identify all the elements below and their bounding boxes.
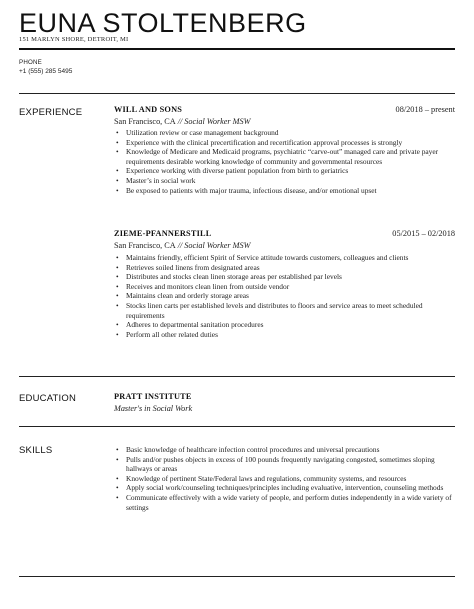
job-role: Social Worker MSW <box>184 241 251 250</box>
list-item: • Basic knowledge of healthcare infection control procedures and universal precautions <box>114 445 455 455</box>
job-location-role <box>114 117 250 126</box>
list-item: • Knowledge of pertinent State/Federal laws and regulations, community systems, and resources <box>114 474 455 484</box>
job-bullet-list <box>114 253 455 339</box>
section-divider <box>19 426 455 427</box>
job-separator: // <box>175 117 185 126</box>
section-divider <box>19 576 455 577</box>
job-dates: 05/2015 – 02/2018 <box>392 229 455 238</box>
phone-value: +1 (555) 285 5495 <box>19 68 73 75</box>
list-item: • Receives and monitors clean linen from outside vendor <box>114 282 455 292</box>
list-item: • Pulls and/or pushes objects in excess of 100 pounds frequently navigating congested, sometimes sloping hallways or areas <box>114 455 455 474</box>
list-item: • Perform all other related duties <box>114 330 455 340</box>
candidate-address: 151 MARLYN SHORE, DETROIT, MI <box>19 36 129 43</box>
job-employer: WILL AND SONS <box>114 105 183 114</box>
skills-bullet-list <box>114 445 455 512</box>
list-item: • Distributes and stocks clean linen storage areas per established par levels <box>114 272 455 282</box>
job-location: San Francisco, CA <box>114 241 176 250</box>
job-role: Social Worker MSW <box>184 117 251 126</box>
job-employer: ZIEME-PFANNERSTILL <box>114 229 212 238</box>
header-divider <box>19 48 455 50</box>
education-section-title: EDUCATION <box>19 393 77 404</box>
list-item: • Adheres to departmental sanitation procedures <box>114 320 455 330</box>
list-item: • Master’s in social work <box>114 176 455 186</box>
job-separator: // <box>175 241 185 250</box>
list-item: • Maintains clean and orderly storage areas <box>114 291 455 301</box>
list-item: • Apply social work/counseling techniques/principles including evaluative, intervention, counseling methods <box>114 483 455 493</box>
section-divider <box>19 376 455 377</box>
list-item: • Experience working with diverse patient population from birth to geriatrics <box>114 166 455 176</box>
job-dates: 08/2018 – present <box>395 105 455 114</box>
list-item: • Retrieves soiled linens from designated areas <box>114 263 455 273</box>
experience-section-title: EXPERIENCE <box>19 107 83 118</box>
list-item: • Experience with the clinical precertification and recertification approval processes is strongly <box>114 138 455 148</box>
list-item: • Utilization review or case management background <box>114 128 455 138</box>
section-divider <box>19 93 455 94</box>
list-item: • Maintains friendly, efficient Spirit of Service attitude towards customers, colleagues and clients <box>114 253 455 263</box>
phone-label: PHONE <box>19 59 43 66</box>
job-bullet-list <box>114 128 455 195</box>
list-item: • Be exposed to patients with major trauma, infectious disease, and/or emotional upset <box>114 186 455 196</box>
school-name: PRATT INSTITUTE <box>114 392 192 401</box>
job-location-role <box>114 241 250 250</box>
job-location: San Francisco, CA <box>114 117 176 126</box>
candidate-name: EUNA STOLTENBERG <box>19 8 307 38</box>
list-item: • Stocks linen carts per established levels and distributes to floors and service areas to meet scheduled requirements <box>114 301 455 320</box>
list-item: • Communicate effectively with a wide variety of people, and perform duties independently in a wide variety of settings <box>114 493 455 512</box>
list-item: • Knowledge of Medicare and Medicaid programs, psychiatric “carve-out” managed care and private payer requirements desirable working knowledge of community and governmental resources <box>114 147 455 166</box>
degree: Master's in Social Work <box>114 404 193 413</box>
skills-section-title: SKILLS <box>19 445 53 456</box>
